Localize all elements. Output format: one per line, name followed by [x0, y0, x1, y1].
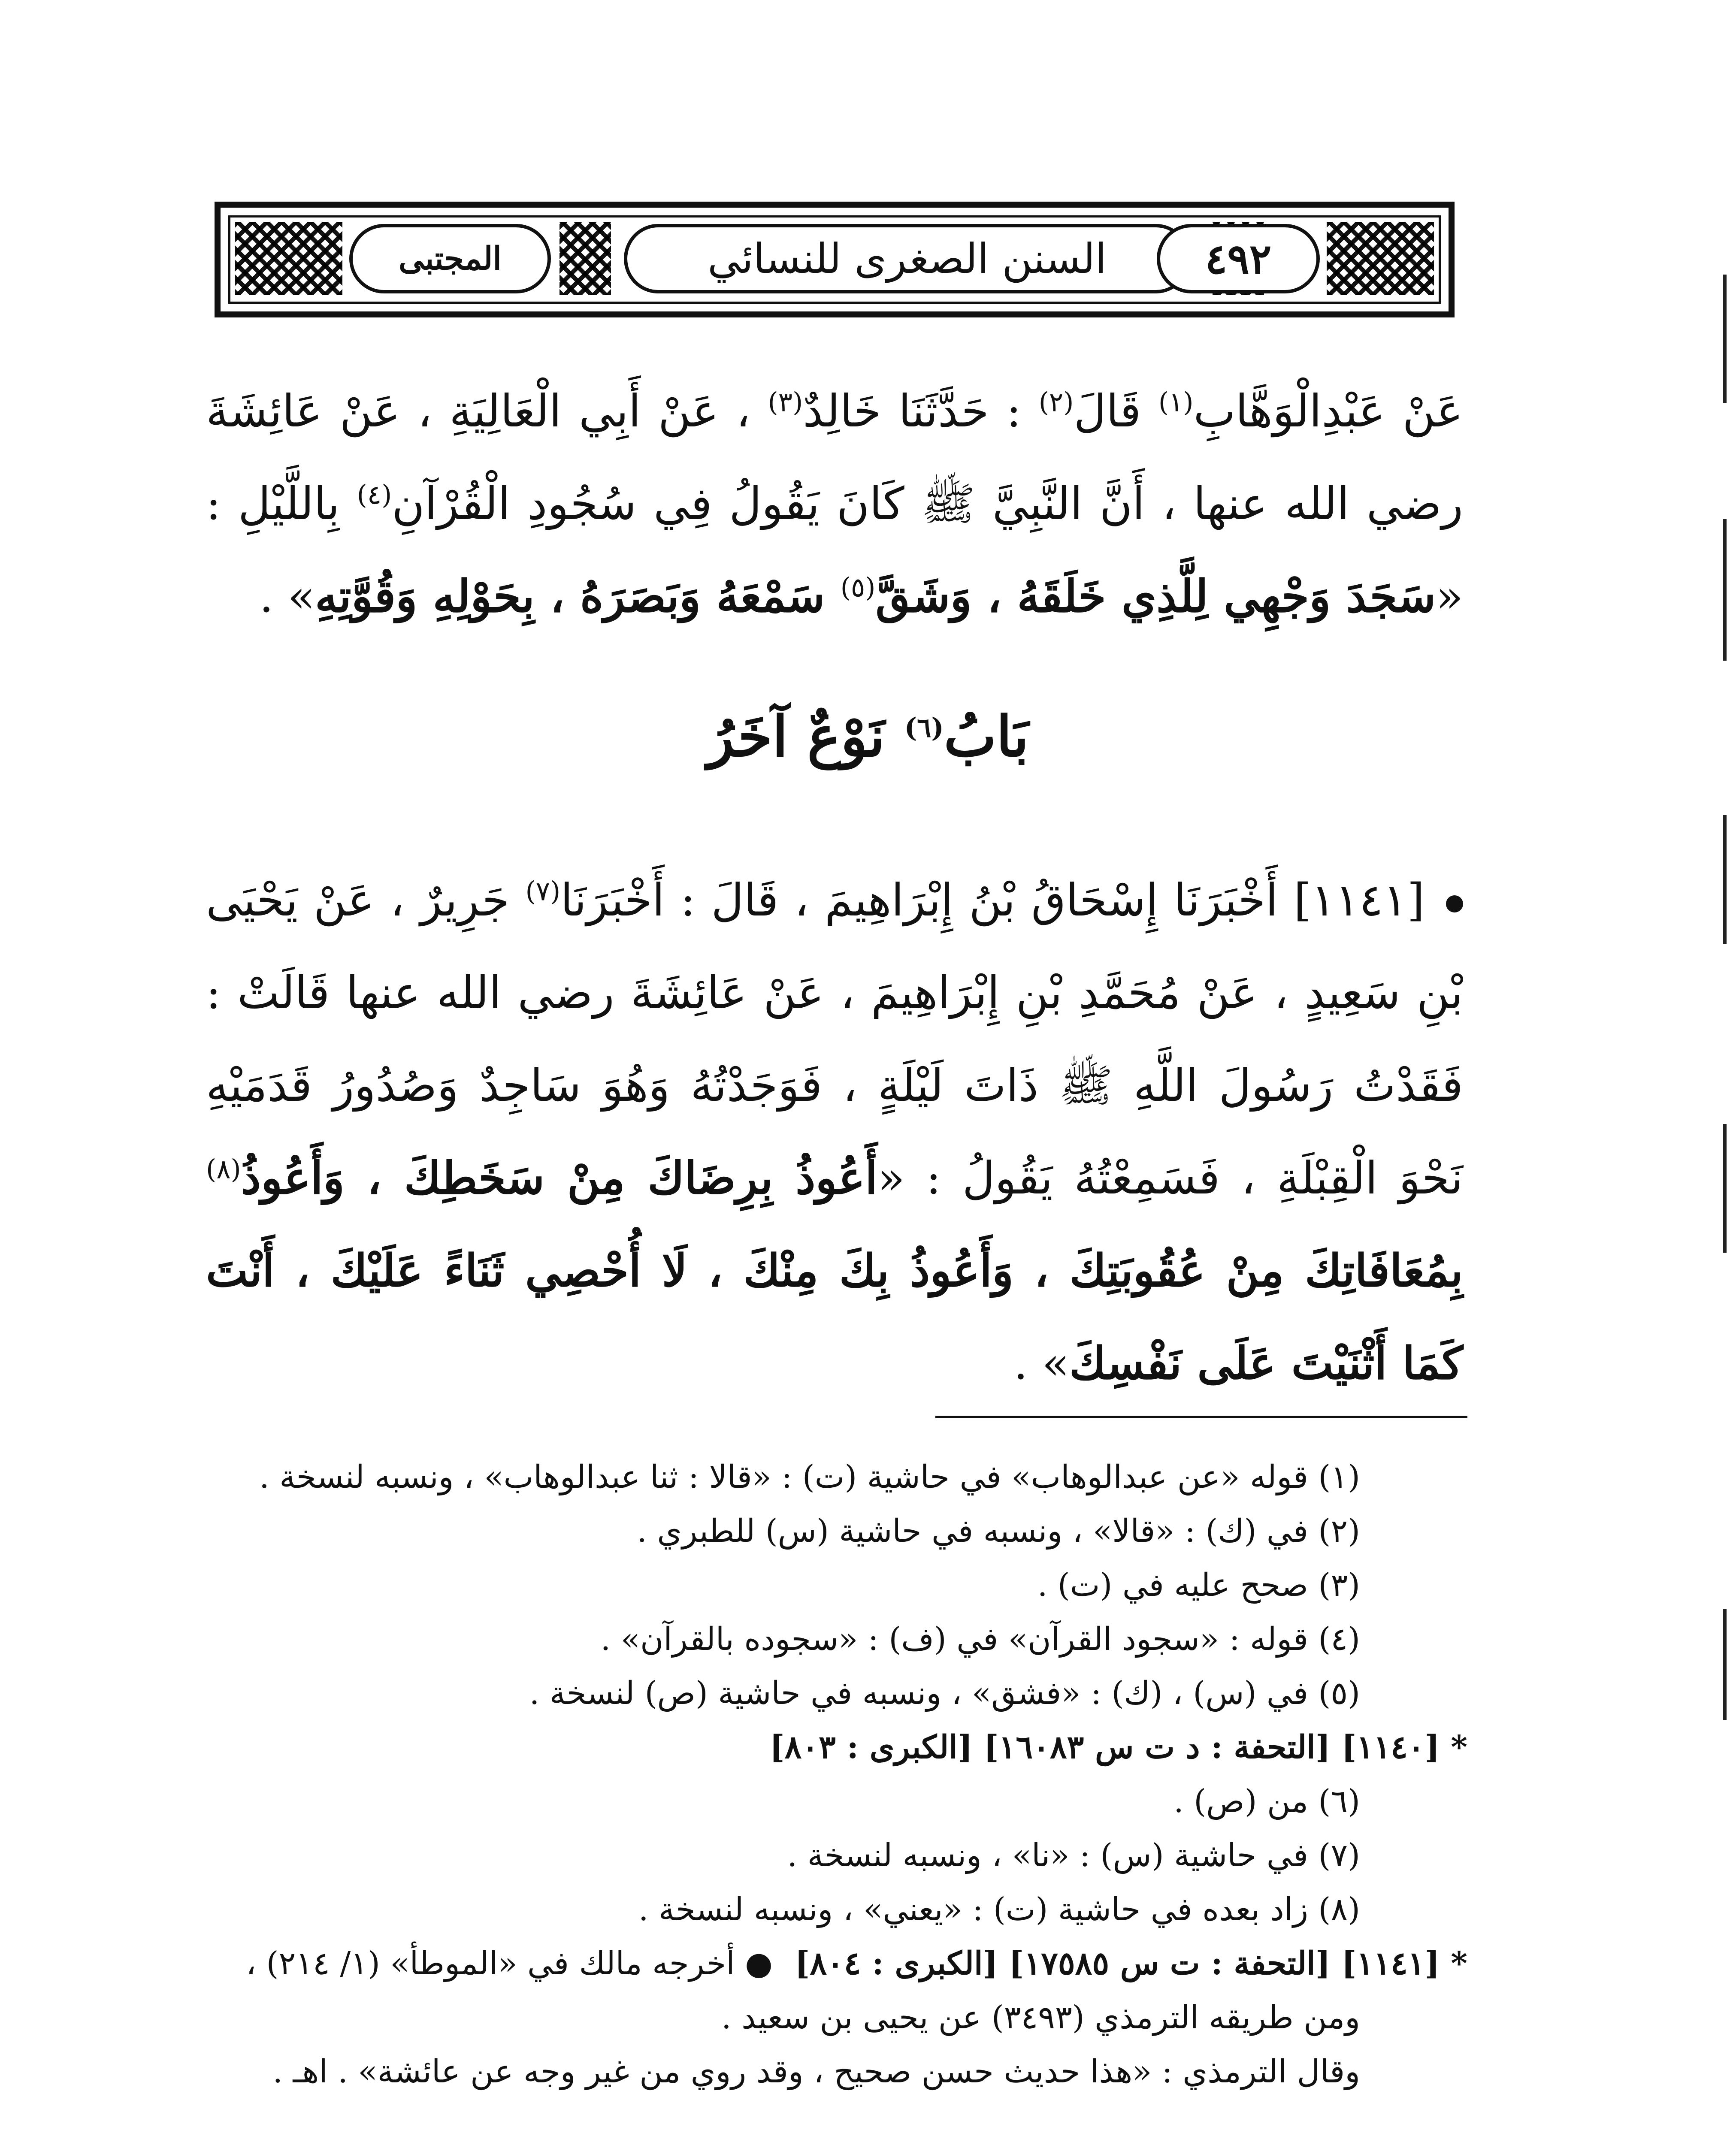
text-segment: قَالَ: [1074, 385, 1158, 437]
footnote: (٣) صحح عليه في (ت) .: [1037, 1567, 1360, 1604]
margin-mark: [1723, 275, 1727, 403]
takhrij-text: ● أخرجه مالك في «الموطأ» (١/ ٢١٤) ،: [246, 1945, 773, 1982]
chapter-heading: [0, 704, 1736, 769]
dua-text: سَمْعَهُ وَبَصَرَهُ ، بِحَوْلِهِ وَقُوَّتِهِ: [315, 570, 841, 622]
margin-mark: [1723, 1609, 1727, 1720]
takhrij-refs: * [١١٤١] [التحفة : ت س ١٧٥٨٥] [الكبرى : ٨٠٤]: [795, 1945, 1467, 1982]
footnote: (٤) قوله : «سجود القرآن» في (ف) : «سجوده بالقرآن» .: [600, 1621, 1360, 1658]
takhrij-1140: * [١١٤٠] [التحفة : د ت س ١٦٠٨٣] [الكبرى : ٨٠٣]: [769, 1729, 1467, 1766]
text-segment: ، عَنْ أَبِي الْعَالِيَةِ ، عَنْ عَائِشَةَ رضي الله عنها ، أَنَّ النَّبِيَّ ﷺ كَانَ يَقُولُ فِي سُجُودِ الْقُرْآنِ: [206, 385, 1463, 530]
dua-text: بِمُعَافَاتِكَ مِنْ عُقُوبَتِكَ ، وَأَعُوذُ بِكَ مِنْكَ ، لَا أُحْصِي ثَنَاءً عَلَيْكَ ، أَنْتَ كَمَا أَثْنَيْتَ عَلَى نَفْسِكَ: [206, 1244, 1463, 1390]
footnote-ref: (١): [1158, 386, 1194, 418]
footnote: (٦) من (ص) .: [1173, 1783, 1360, 1820]
ornament-right: [1327, 222, 1434, 295]
text-segment: إِسْحَاقُ بْنُ إِبْرَاهِيمَ ، قَالَ : أَخْبَرَنَا: [560, 874, 1174, 926]
footnote-ref: (٥): [840, 571, 876, 603]
margin-mark: [1723, 1124, 1727, 1253]
chapter-title: نَوْعٌ آخَرُ: [707, 704, 904, 769]
text-segment: : حَدَّثَنَا خَالِدٌ: [803, 385, 1039, 437]
footnote-ref: (٤): [357, 479, 392, 511]
hadith-number: [١١٤١]: [1278, 874, 1425, 926]
dua-text: أَعُوذُ بِرِضَاكَ مِنْ سَخَطِكَ ، وَأَعُوذُ: [241, 1151, 878, 1204]
text-segment: » .: [1013, 1337, 1070, 1390]
text-segment: عَنْ عَبْدِالْوَهَّابِ: [1193, 385, 1463, 437]
page-number: ٤٩٢: [1157, 224, 1320, 293]
page-header: [215, 202, 1455, 317]
footnote-ref: (٧): [525, 875, 561, 907]
takhrij-text: ومن طريقه الترمذي (٣٤٩٣) عن يحيى بن سعيد .: [721, 1999, 1360, 2036]
footnote-ref: (٣): [768, 386, 803, 418]
hadith-1140-text: [206, 365, 1463, 643]
footnote: (١) قوله «عن عبدالوهاب» في حاشية (ت) : «قالا : ثنا عبدالوهاب» ، ونسبه لنسخة .: [259, 1459, 1360, 1495]
dua-text: سَجَدَ وَجْهِي لِلَّذِي خَلَقَهُ ، وَشَقَّ: [875, 570, 1436, 622]
hadith-1141-text: [206, 854, 1463, 1410]
footnote-divider: [935, 1416, 1467, 1418]
footnote: (٥) في (س) ، (ك) : «فشق» ، ونسبه في حاشية (ص) لنسخة .: [529, 1675, 1360, 1712]
takhrij-1141: [206, 1937, 1467, 1991]
takhrij-text: وقال الترمذي : «هذا حديث حسن صحيح ، وقد روي من غير وجه عن عائشة» . اهـ .: [272, 2053, 1360, 2090]
margin-mark: [1723, 519, 1727, 661]
ornament-left: [235, 222, 342, 295]
text-segment: » .: [259, 570, 315, 622]
footnote: (٢) في (ك) : «قالا» ، ونسبه في حاشية (س) للطبري .: [637, 1513, 1360, 1550]
text-segment: جَرِيرٌ ، عَنْ يَحْيَى بْنِ سَعِيدٍ ، عَنْ مُحَمَّدِ بْنِ إِبْرَاهِيمَ ، عَنْ عَائِشَةَ رضي الله عنها قَالَتْ : فَقَدْتُ رَسُولَ اللَّهِ ﷺ ذَاتَ لَيْلَةٍ ، فَوَجَدْتُهُ وَهُوَ سَاجِدٌ وَصُدُورُ قَدَمَيْهِ نَحْوَ الْقِبْلَةِ ، فَسَمِعْتُهُ يَقُولُ : «: [206, 874, 1463, 1204]
footnotes: [206, 1450, 1467, 2099]
footnote: (٨) زاد بعده في حاشية (ت) : «يعني» ، ونسبه لنسخة .: [638, 1891, 1360, 1928]
footnote-ref: (٢): [1038, 386, 1074, 418]
footnote-ref: (٦): [904, 712, 944, 743]
text-segment: بِاللَّيْلِ : «: [206, 477, 1463, 622]
bullet-icon: [1446, 895, 1463, 912]
ornament-left-inner: [560, 222, 611, 295]
akhbarana: أَخْبَرَنَا: [1173, 874, 1278, 926]
footnote-ref: (٨): [206, 1153, 241, 1185]
footnote: (٧) في حاشية (س) : «نا» ، ونسبه لنسخة .: [787, 1837, 1360, 1874]
chapter-prefix: بَابُ: [944, 704, 1029, 769]
emblem-title: المجتبى: [349, 224, 551, 293]
margin-mark: [1723, 815, 1727, 944]
book-title: السنن الصغرى للنسائي: [624, 224, 1190, 293]
